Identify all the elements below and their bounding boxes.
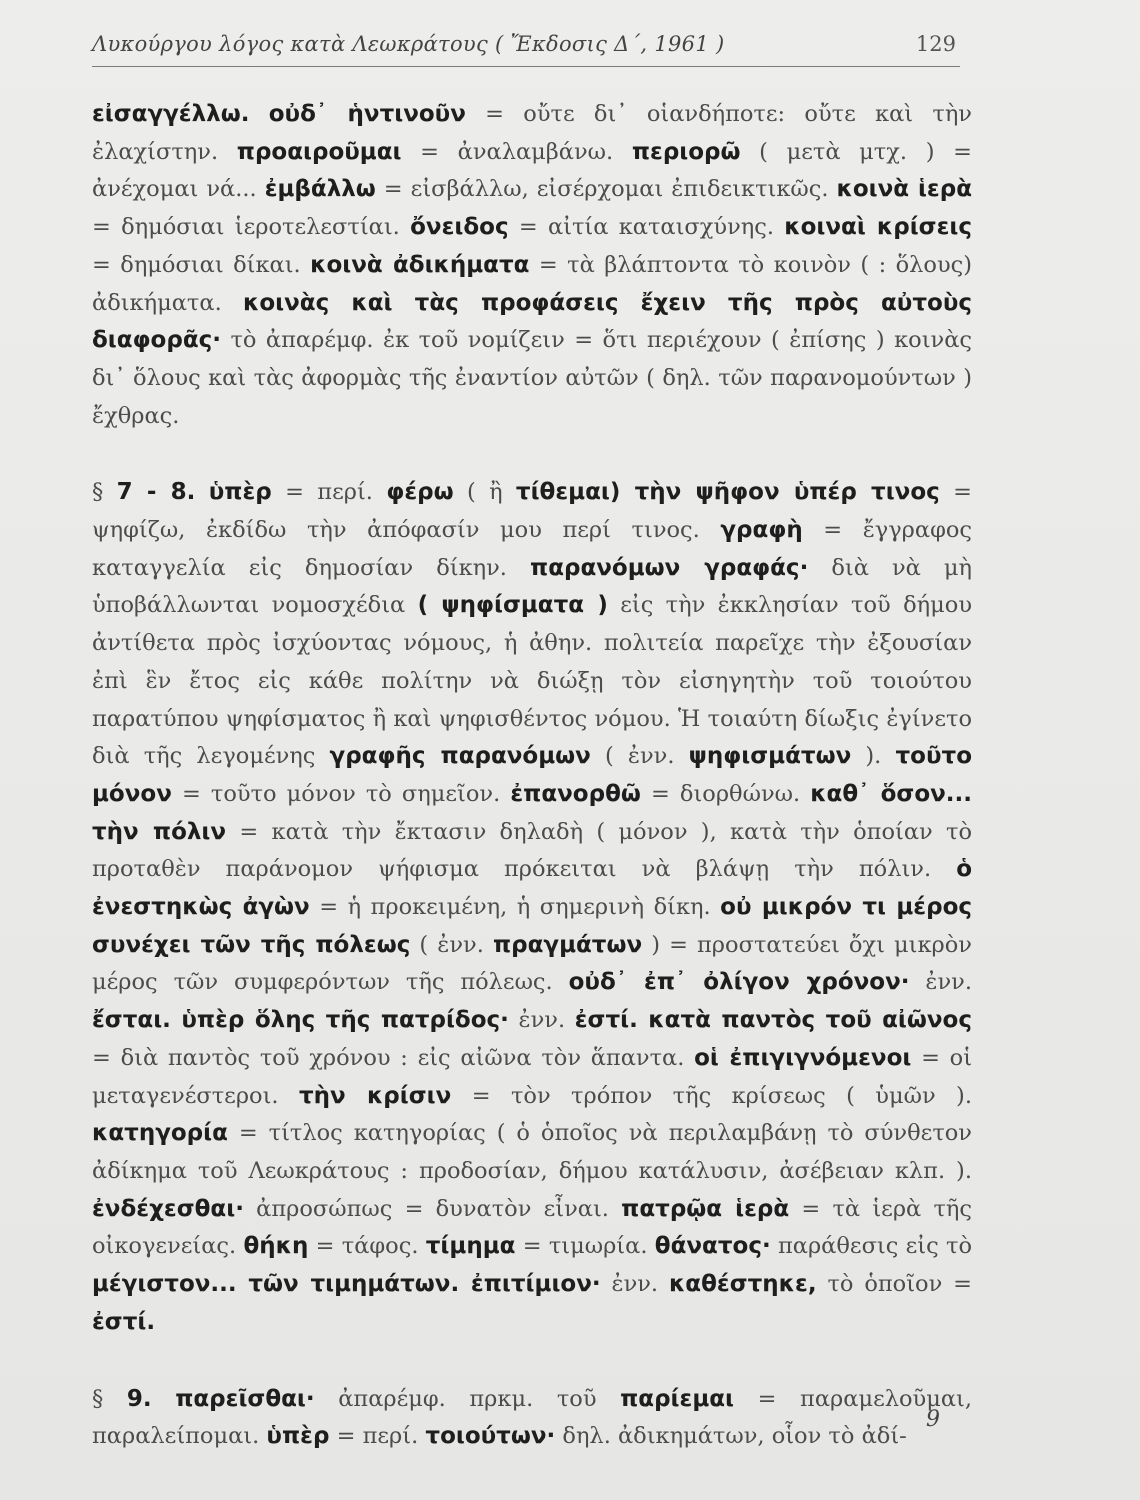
gloss: = διορθώνω. — [640, 780, 811, 807]
lemma: 9. — [126, 1385, 152, 1412]
gloss: ἐνν. — [600, 1271, 669, 1298]
gloss: ). — [851, 743, 896, 770]
gloss: ( ἢ — [453, 479, 516, 506]
lemma: ὁ ἐνεστηκὼς ἀγὼν — [92, 856, 972, 921]
gloss: = τάφος. — [308, 1233, 426, 1260]
gloss: ἀπροσώπως = δυνατὸν εἶναι. — [243, 1195, 622, 1222]
lemma: παρεῖσθαι· — [175, 1385, 315, 1412]
gloss: παράθεσις εἰς τὸ — [770, 1233, 972, 1260]
lemma: φέρω — [386, 479, 454, 506]
commentary-text — [92, 96, 972, 1456]
gloss: = τὸν τρόπον τῆς κρίσεως ( ὑμῶν ). — [451, 1082, 972, 1109]
gloss: § — [92, 479, 117, 506]
gloss: = τοῦτο μόνον τὸ σημεῖον. — [171, 780, 511, 807]
lemma: ἐνδέχεσθαι· — [92, 1195, 244, 1222]
gloss: = αἰτία καταισχύνης. — [508, 214, 785, 241]
gloss: = τίτλος κατηγορίας ( ὁ ὁποῖος νὰ περιλαμβάνῃ τὸ σύνθετον ἀδίκημα τοῦ Λεωκράτους : προδοσίαν, δήμου κατάλυσιν, ἀσέβειαν κλπ. ). — [92, 1120, 972, 1184]
lemma: προαιροῦμαι — [236, 138, 402, 165]
lemma: οὐ μικρόν τι μέρος συνέχει τῶν τῆς πόλεως — [92, 894, 973, 958]
gloss: = διὰ παντὸς τοῦ χρόνου : εἰς αἰῶνα τὸν ἅπαντα. — [92, 1044, 695, 1071]
gloss: = περί. — [329, 1423, 426, 1450]
lemma: περιορῶ — [631, 138, 741, 165]
lemma: τίμημα — [425, 1233, 516, 1260]
signature-folio: 9 — [926, 1407, 940, 1432]
gloss: § — [92, 1385, 127, 1412]
gloss: τὸ ἀπαρέμφ. ἐκ τοῦ νομίζειν = ὅτι περιέχουν ( ἐπίσης ) κοινὰς δι᾽ ὅλους καὶ τὰς ἀφορμὰς τῆς ἐναντίον αὐτῶν ( δηλ. τῶν παρανομούντων ) ἔχθρας. — [92, 327, 972, 429]
gloss: ) = προστατεύει ὄχι μικρὸν μέρος τῶν συμφερόντων τῆς πόλεως. — [92, 931, 972, 996]
gloss: = παραμελοῦμαι, παραλείπομαι. — [92, 1385, 972, 1450]
lemma: μέγιστον... τῶν τιμημάτων. ἐπιτίμιον· — [92, 1271, 601, 1298]
gloss: = κατὰ τὴν ἔκτασιν δηλαδὴ ( μόνον ), κατὰ τὴν ὁποίαν τὸ προταθὲν παράνομον ψήφισμα πρόκειται νὰ βλάψῃ τὴν πόλιν. — [92, 818, 972, 883]
page-number: 129 — [915, 32, 956, 56]
gloss: = τὰ ἱερὰ τῆς οἰκογενείας. — [92, 1195, 972, 1260]
gloss: ἐνν. — [909, 969, 973, 996]
gloss: ἐνν. — [508, 1007, 575, 1034]
lemma: παρανόμων γραφάς· — [530, 554, 809, 581]
gloss — [152, 1386, 176, 1412]
lemma: τὴν κρίσιν — [298, 1082, 452, 1109]
lemma: ὄνειδος — [410, 214, 509, 241]
running-title: Λυκούργου λόγος κατὰ Λεωκράτους ( Ἔκδοσις Δ΄, 1961 ) — [92, 32, 725, 56]
gloss: = τὰ βλάπτοντα τὸ κοινὸν ( : ὅλους) ἀδικήματα. — [92, 251, 973, 316]
paragraph-1 — [92, 96, 972, 435]
lemma: πραγμάτων — [492, 931, 643, 958]
gloss: = δημόσιαι δίκαι. — [92, 251, 311, 278]
gloss: ( ἐνν. — [590, 743, 689, 770]
gloss: ( μετὰ μτχ. ) = ἀνέχομαι νά... — [92, 138, 972, 203]
lemma: οὐδ᾽ ἡντινοῦν — [268, 101, 466, 127]
lemma: ψηφισμάτων — [688, 743, 852, 770]
lemma: κοινὰς καὶ τὰς προφάσεις ἔχειν τῆς πρὸς αὐτοὺς διαφορᾶς· — [92, 289, 972, 354]
lemma: ὑπὲρ — [266, 1423, 330, 1450]
lemma: παρίεμαι — [620, 1385, 735, 1412]
gloss: = ἡ προκειμένη, ἡ σημερινὴ δίκη. — [309, 894, 721, 921]
lemma: οὐδ᾽ ἐπ᾽ ὀλίγον χρόνον· — [568, 969, 910, 996]
lemma: ( ψηφίσματα ) — [417, 592, 608, 619]
lemma: τίθεμαι) τὴν ψῆφον ὑπέρ τινος — [515, 479, 940, 506]
lemma: θάνατος· — [654, 1233, 771, 1260]
paragraph-section-9 — [92, 1381, 972, 1456]
gloss: εἰς τὴν ἐκκλησίαν τοῦ δήμου ἀντίθετα πρὸς ἰσχύοντας νόμους, ἡ ἀθην. πολιτεία παρεῖχε τὴν ἐξουσίαν ἐπὶ ἓν ἔτος εἰς κάθε πολίτην νὰ διώξῃ τὸν εἰσηγητὴν τοῦ τοιούτου παρατύπου ψηφίσματος ἢ καὶ ψηφισθέντος νόμου. Ἡ τοιαύτη δίωξις ἐγίνετο διὰ τῆς λεγομένης — [92, 592, 972, 770]
gloss: = ἔγγραφος καταγγελία εἰς δημοσίαν δίκην. — [92, 517, 972, 581]
lemma: ἔσται. ὑπὲρ ὅλης τῆς πατρίδος· — [92, 1007, 509, 1034]
paragraph-section-7-8 — [92, 474, 972, 1341]
gloss: ἀπαρέμφ. πρκμ. τοῦ — [314, 1385, 621, 1412]
lemma: κοιναὶ κρίσεις — [784, 214, 972, 241]
lemma: εἰσαγγέλλω. — [92, 101, 250, 127]
lemma: ἐμβάλλω — [264, 176, 376, 203]
lemma: 7 - 8. — [116, 479, 196, 506]
lemma: κατηγορία — [92, 1120, 228, 1147]
lemma: γραφῆς παρανόμων — [329, 743, 591, 770]
gloss — [195, 479, 208, 505]
lemma: γραφὴ — [720, 517, 803, 544]
lemma: ἐπανορθῶ — [510, 780, 641, 807]
lemma: κοινὰ ἀδικήματα — [310, 251, 530, 278]
lemma: τοιούτων· — [425, 1423, 556, 1450]
gloss: = περί. — [271, 479, 387, 506]
gloss: = ψηφίζω, ἐκδίδω τὴν ἀπόφασίν μου περί τινος. — [92, 479, 972, 544]
gloss: = οὔτε δι᾽ οἱανδήποτε: οὔτε καὶ τὴν ἐλαχίστην. — [92, 101, 972, 165]
lemma: πατρῷα ἱερὰ — [621, 1195, 790, 1222]
gloss: = ἀναλαμβάνω. — [401, 138, 632, 165]
lemma: τοῦτο μόνον — [92, 743, 972, 807]
gloss: ( ἐνν. — [410, 931, 493, 958]
lemma: ὑπὲρ — [208, 479, 272, 506]
gloss: = τιμωρία. — [515, 1233, 655, 1260]
lemma: καθέστηκε, — [668, 1271, 817, 1298]
gloss: = οἱ μεταγενέστεροι. — [92, 1044, 973, 1109]
gloss: = δημόσιαι ἱεροτελεστίαι. — [92, 214, 411, 241]
lemma: καθ᾽ ὅσον... τὴν πόλιν — [92, 780, 973, 845]
gloss: δηλ. ἀδικημάτων, οἷον τὸ ἀδί- — [555, 1423, 907, 1450]
lemma: θήκη — [243, 1233, 309, 1260]
gloss: διὰ νὰ μὴ ὑποβάλλωνται νομοσχέδια — [92, 554, 972, 619]
running-header — [92, 32, 960, 67]
gloss: = εἰσβάλλω, εἰσέρχομαι ἐπιδεικτικῶς. — [375, 176, 837, 203]
lemma: ἐστί. κατὰ παντὸς τοῦ αἰῶνος — [574, 1007, 972, 1034]
lemma: οἱ ἐπιγιγνόμενοι — [694, 1044, 912, 1071]
lemma: ἐστί. — [92, 1308, 156, 1335]
lemma: κοινὰ ἱερὰ — [836, 176, 973, 203]
gloss — [249, 101, 268, 127]
gloss: τὸ ὁποῖον = — [816, 1271, 972, 1298]
